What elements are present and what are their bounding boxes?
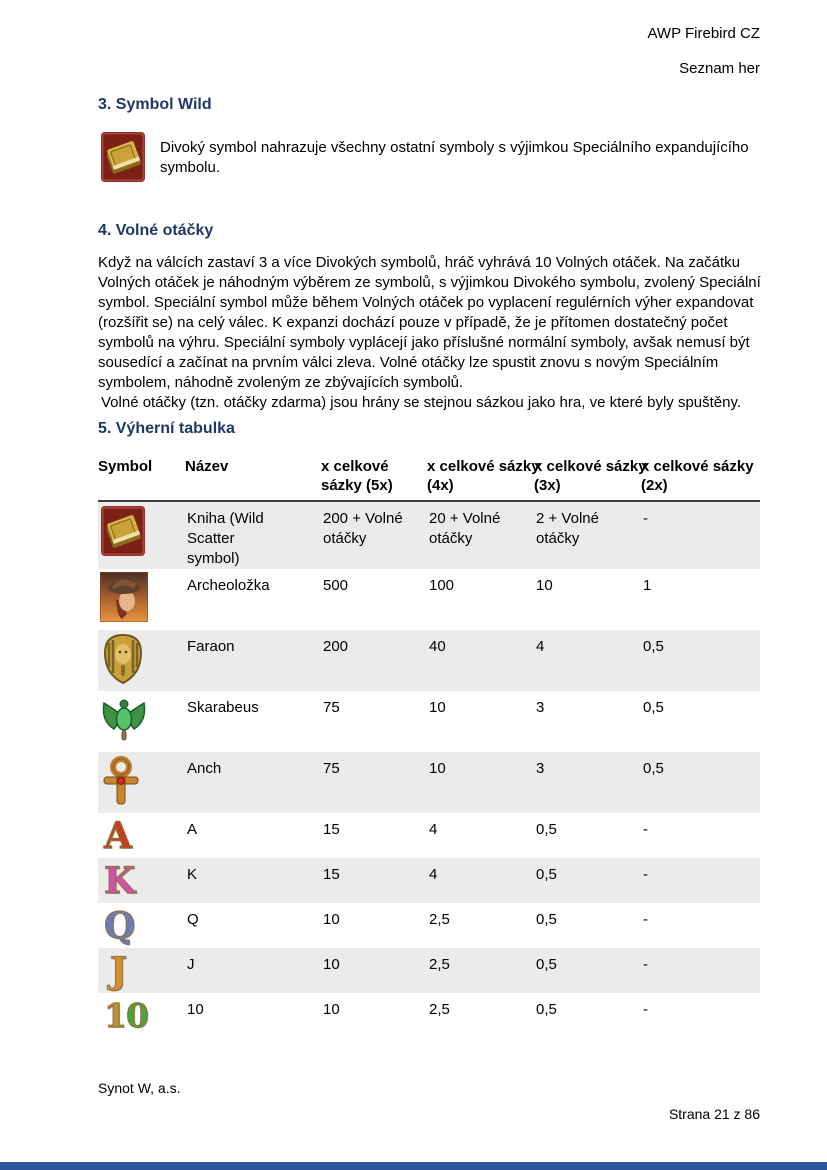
payout-3x-cell: 4 [536,638,545,655]
paytable-body [98,502,760,1038]
payout-4x-cell: 10 [429,760,446,777]
symbol-cell [98,630,187,691]
symbol-cell [98,752,187,813]
payout-4x-cell: 2,5 [429,1001,450,1018]
free-spins-paragraph [98,253,762,413]
payout-5x-cell: 10 [323,911,340,928]
symbol-name-cell: Q [187,911,199,928]
paytable-row [98,813,760,858]
payout-3x-cell: 0,5 [536,866,557,883]
payout-3x-cell: 3 [536,699,545,716]
free-spins-body-text: Když na válcích zastaví 3 a více Divokých symbolů, hráč vyhrává 10 Volných otáček. Na začátku Volných otáček je náhodným výběrem ze symbolů, s výjimkou Divokého symbolu, zvolený Speciální symbol. Speciální symbol může během Volných otáček po vyplacení regulérních výher expandovat (rozšířit se) na celý válec. K expanzi dochází pouze v případě, že je přítomen dostatečný počet symbolů na výhru. Speciální symboly vyplácejí jako příslušné normální symboly, avšak nemusí být sousedící a začínat na prvním válci zleva. Volné otáčky lze spustit znovu s novým Speciálním symbolem, náhodně zvoleným ze zbývajících symbolů. [98,254,761,391]
column-header-line [98,476,185,495]
document-header [647,24,760,78]
paytable-row [98,993,760,1038]
payout-2x-cell: 0,5 [643,638,664,655]
paytable-column-header [185,457,321,495]
anch-icon [100,794,148,811]
payout-5x-cell: 200 + Volné otáčky [323,510,403,547]
payout-2x-cell: - [643,911,648,928]
letter-k-icon: K [104,860,136,902]
column-header-line: sázky (5x) [321,477,393,494]
payout-2x-cell: - [643,1001,648,1018]
wild-symbol-block [100,131,752,183]
payout-2x-cell: - [643,956,648,973]
paytable-column-header [98,457,185,495]
payout-4x-cell: 4 [429,821,438,838]
paytable-row [98,752,760,813]
payout-2x-cell: 0,5 [643,699,664,716]
bottom-bar [0,1162,827,1170]
free-spins-note: Volné otáčky (tzn. otáčky zdarma) jsou hrány se stejnou sázkou jako hra, ve které byly spuštěny. [101,394,742,411]
paytable-row [98,948,760,993]
payout-4x-cell: 20 + Volné otáčky [429,510,501,547]
section-title-paytable: 5. Výherní tabulka [98,420,235,437]
symbol-name-cell: 10 [187,1001,204,1018]
symbol-name-cell: A [187,821,198,838]
payout-3x-cell: 3 [536,760,545,777]
payout-2x-cell: - [643,510,648,527]
payout-4x-cell: 2,5 [429,956,450,973]
paytable-column-header [427,457,540,495]
wild-description: Divoký symbol nahrazuje všechny ostatní symboly s výjimkou Speciálního expandujícího symbolu. [160,139,749,176]
faraon-icon [100,672,148,689]
section-title-wild: 3. Symbol Wild [98,96,212,113]
document-subtitle: Seznam her [679,60,760,77]
payout-3x-cell: 0,5 [536,821,557,838]
payout-5x-cell: 75 [323,760,340,777]
letter-a-icon: A [104,815,132,857]
payout-3x-cell: 10 [536,577,553,594]
column-header-line: Symbol [98,458,153,475]
column-header-line: x celkové sázky [641,458,754,475]
paytable-column-header [534,457,647,495]
payout-2x-cell: 0,5 [643,760,664,777]
skarabeus-icon [100,733,148,750]
paytable [98,457,760,1038]
symbol-cell [98,691,187,752]
column-header-line: x celkové sázky [427,458,540,475]
column-header-line: (3x) [534,477,561,494]
symbol-cell [98,858,187,903]
symbol-cell [98,569,187,630]
column-header-line: Název [185,458,229,475]
payout-5x-cell: 500 [323,577,349,594]
paytable-row [98,569,760,630]
paytable-row [98,858,760,903]
letter-j-icon: J [110,950,128,992]
symbol-name-cell: Kniha (Wild Scatter symbol) [187,510,264,567]
symbol-cell [98,993,187,1038]
symbol-name-cell: Faraon [187,638,235,655]
symbol-name-cell: Archeoložka [187,577,270,594]
payout-4x-cell: 4 [429,866,438,883]
paytable-column-header [641,457,760,495]
payout-3x-cell: 0,5 [536,956,557,973]
payout-5x-cell: 10 [323,956,340,973]
symbol-name-cell: J [187,956,195,973]
payout-3x-cell: 2 + Volné otáčky [536,510,599,547]
payout-4x-cell: 40 [429,638,446,655]
paytable-row [98,630,760,691]
archeolozka-icon [100,611,148,628]
symbol-cell [98,813,187,858]
payout-2x-cell: - [643,821,648,838]
payout-5x-cell: 10 [323,1001,340,1018]
payout-5x-cell: 15 [323,866,340,883]
symbol-cell [98,502,187,569]
paytable-row [98,502,760,569]
payout-5x-cell: 15 [323,821,340,838]
symbol-name-cell: Anch [187,760,222,777]
payout-3x-cell: 0,5 [536,911,557,928]
paytable-column-header [321,457,427,495]
letter-q-icon: Q [104,905,136,947]
payout-5x-cell: 75 [323,699,340,716]
column-header-line: x celkové [321,458,389,475]
payout-3x-cell: 0,5 [536,1001,557,1018]
number-10-icon: 10 [104,996,148,1035]
kniha-icon [100,544,148,561]
payout-4x-cell: 10 [429,699,446,716]
payout-2x-cell: 1 [643,577,652,594]
paytable-row [98,903,760,948]
column-header-line: x celkové sázky [534,458,647,475]
symbol-cell [98,903,187,948]
document-title: AWP Firebird CZ [647,25,760,42]
footer-company: Synot W, a.s. [98,1080,181,1096]
column-header-line [185,476,321,495]
footer-page-number: Strana 21 z 86 [668,1106,760,1122]
payout-4x-cell: 100 [429,577,455,594]
payout-4x-cell: 2,5 [429,911,450,928]
column-header-line: (2x) [641,477,668,494]
paytable-row [98,691,760,752]
symbol-name-cell: Skarabeus [187,699,259,716]
paytable-header [98,457,760,502]
symbol-cell [98,948,187,993]
payout-2x-cell: - [643,866,648,883]
column-header-line: (4x) [427,477,454,494]
wild-book-icon [100,131,148,183]
section-title-free-spins: 4. Volné otáčky [98,222,214,239]
symbol-name-cell: K [187,866,198,883]
payout-5x-cell: 200 [323,638,349,655]
